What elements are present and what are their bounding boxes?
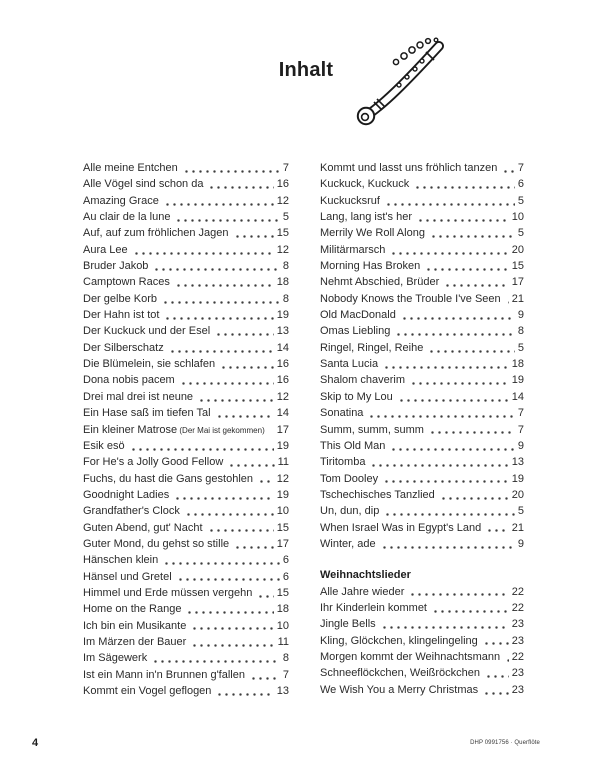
dot-leader bbox=[389, 438, 514, 454]
page-ref: 10 bbox=[276, 619, 289, 632]
toc-entry bbox=[83, 569, 289, 585]
toc-entry bbox=[83, 389, 289, 405]
song-title: Alle Jahre wieder bbox=[320, 585, 405, 598]
dot-leader bbox=[439, 487, 509, 503]
page-ref: 19 bbox=[511, 472, 524, 485]
dot-leader bbox=[233, 536, 274, 552]
page-ref: 23 bbox=[511, 634, 524, 647]
toc-entry bbox=[83, 405, 289, 421]
toc-entry bbox=[83, 176, 289, 192]
page-ref: 16 bbox=[276, 178, 289, 191]
song-title: Ringel, Ringel, Reihe bbox=[320, 341, 424, 354]
toc-entry bbox=[320, 454, 524, 470]
page-ref: 22 bbox=[511, 650, 524, 663]
dot-leader bbox=[505, 291, 509, 307]
toc-entry bbox=[320, 520, 524, 536]
toc-entry bbox=[83, 683, 289, 699]
page-ref: 6 bbox=[282, 570, 289, 583]
page-ref: 14 bbox=[276, 341, 289, 354]
page-ref: 20 bbox=[511, 243, 524, 256]
toc-entry bbox=[320, 340, 524, 356]
toc-entry bbox=[320, 372, 524, 388]
toc-entry bbox=[320, 600, 524, 616]
toc-entry bbox=[83, 438, 289, 454]
toc-entry bbox=[320, 291, 524, 307]
dot-leader bbox=[129, 438, 274, 454]
toc-entry bbox=[320, 438, 524, 454]
dot-leader bbox=[431, 600, 509, 616]
flute-icon bbox=[352, 36, 452, 130]
toc-entry bbox=[320, 682, 524, 698]
song-title: Hänschen klein bbox=[83, 554, 159, 567]
song-title: Au clair de la lune bbox=[83, 211, 171, 224]
page-ref: 6 bbox=[282, 554, 289, 567]
page-ref: 16 bbox=[276, 358, 289, 371]
dot-leader bbox=[132, 242, 274, 258]
song-title: Kling, Glöckchen, klingelingeling bbox=[320, 634, 478, 647]
dot-leader bbox=[427, 340, 515, 356]
dot-leader bbox=[207, 176, 273, 192]
page-ref: 17 bbox=[276, 537, 289, 550]
song-title: Un, dun, dip bbox=[320, 505, 380, 518]
page-ref: 13 bbox=[276, 325, 289, 338]
toc-left-column bbox=[83, 160, 289, 699]
page-ref: 22 bbox=[511, 601, 524, 614]
dot-leader bbox=[416, 209, 509, 225]
page-ref: 18 bbox=[276, 276, 289, 289]
toc-entry bbox=[83, 585, 289, 601]
dot-leader bbox=[504, 649, 509, 665]
toc-entry bbox=[83, 667, 289, 683]
page-ref: 8 bbox=[282, 292, 289, 305]
song-title: Guten Abend, gut' Nacht bbox=[83, 521, 203, 534]
page-ref: 21 bbox=[511, 292, 524, 305]
song-title: Nobody Knows the Trouble I've Seen bbox=[320, 292, 501, 305]
dot-leader bbox=[249, 667, 280, 683]
song-title: Ist ein Mann in'n Brunnen g'fallen bbox=[83, 668, 245, 681]
toc-entry bbox=[83, 193, 289, 209]
dot-leader bbox=[257, 471, 274, 487]
song-title: Ich bin ein Musikante bbox=[83, 619, 187, 632]
song-title: Summ, summ, summ bbox=[320, 423, 424, 436]
dot-leader bbox=[382, 356, 509, 372]
page-ref: 12 bbox=[276, 472, 289, 485]
song-title: Bruder Jakob bbox=[83, 260, 149, 273]
song-title: Merrily We Roll Along bbox=[320, 227, 425, 240]
toc-entry bbox=[320, 274, 524, 290]
toc-entry bbox=[320, 389, 524, 405]
page-ref: 5 bbox=[282, 211, 289, 224]
toc-entry bbox=[83, 536, 289, 552]
page-ref: 5 bbox=[517, 227, 524, 240]
page-ref: 8 bbox=[517, 325, 524, 338]
toc-entry bbox=[320, 193, 524, 209]
dot-leader bbox=[482, 682, 509, 698]
toc-entry bbox=[83, 520, 289, 536]
dot-leader bbox=[197, 389, 274, 405]
song-title: Kommt und lasst uns fröhlich tanzen bbox=[320, 162, 498, 174]
dot-leader bbox=[482, 633, 509, 649]
page-ref: 9 bbox=[517, 439, 524, 452]
toc-entry bbox=[83, 307, 289, 323]
dot-leader bbox=[367, 405, 514, 421]
page-ref: 5 bbox=[517, 194, 524, 207]
song-title: Tiritomba bbox=[320, 456, 366, 469]
page-ref: 14 bbox=[511, 390, 524, 403]
dot-leader bbox=[424, 258, 508, 274]
toc-entry bbox=[320, 422, 524, 438]
song-title: Kuckuck, Kuckuck bbox=[320, 178, 410, 191]
toc-entry bbox=[83, 454, 289, 470]
toc-entry bbox=[320, 160, 524, 176]
page-number: 4 bbox=[32, 737, 39, 749]
page-ref: 17 bbox=[276, 423, 289, 436]
page-ref: 17 bbox=[511, 276, 524, 289]
page-ref: 15 bbox=[511, 260, 524, 273]
dot-leader bbox=[151, 650, 280, 666]
section-header-weihnachtslieder: Weihnachtslieder bbox=[320, 569, 411, 582]
song-title: Old MacDonald bbox=[320, 309, 396, 322]
song-title: Santa Lucia bbox=[320, 358, 379, 371]
song-title: Kuckucksruf bbox=[320, 194, 380, 207]
toc-entry bbox=[83, 487, 289, 503]
page-ref: 19 bbox=[511, 374, 524, 387]
toc-entry bbox=[83, 650, 289, 666]
dot-leader bbox=[400, 307, 515, 323]
dot-leader bbox=[382, 471, 509, 487]
toc-entry bbox=[320, 209, 524, 225]
song-title: Hänsel und Gretel bbox=[83, 570, 172, 583]
toc-right-column bbox=[320, 160, 524, 698]
page-ref: 6 bbox=[517, 178, 524, 191]
song-title: We Wish You a Merry Christmas bbox=[320, 683, 479, 696]
toc-right-main-list bbox=[320, 160, 524, 552]
toc-entry bbox=[320, 616, 524, 632]
dot-leader bbox=[233, 225, 274, 241]
page-title: Inhalt bbox=[278, 59, 334, 81]
toc-entry bbox=[320, 258, 524, 274]
page-ref: 7 bbox=[517, 423, 524, 436]
song-title: Camptown Races bbox=[83, 276, 170, 289]
song-title: Morning Has Broken bbox=[320, 260, 421, 273]
dot-leader bbox=[214, 323, 274, 339]
toc-entry bbox=[83, 160, 289, 176]
page-ref: 14 bbox=[276, 407, 289, 420]
song-title: Shalom chaverim bbox=[320, 374, 405, 387]
song-title: Fuchs, du hast die Gans gestohlen bbox=[83, 472, 253, 485]
dot-leader bbox=[408, 584, 508, 600]
toc-entry bbox=[83, 258, 289, 274]
song-title: Home on the Range bbox=[83, 603, 182, 616]
dot-leader bbox=[215, 405, 274, 421]
song-title: Alle meine Entchen bbox=[83, 162, 178, 174]
toc-entry bbox=[320, 405, 524, 421]
song-title: Omas Liebling bbox=[320, 325, 391, 338]
song-title: Militärmarsch bbox=[320, 243, 386, 256]
toc-entry bbox=[320, 649, 524, 665]
toc-entry bbox=[83, 471, 289, 487]
song-title: Amazing Grace bbox=[83, 194, 159, 207]
page-ref: 7 bbox=[282, 162, 289, 174]
song-title: Skip to My Lou bbox=[320, 390, 393, 403]
dot-leader bbox=[163, 193, 274, 209]
page-ref: 13 bbox=[276, 685, 289, 697]
dot-leader bbox=[173, 487, 274, 503]
dot-leader bbox=[176, 569, 280, 585]
toc-entry bbox=[83, 323, 289, 339]
song-title: Goodnight Ladies bbox=[83, 488, 170, 501]
dot-leader bbox=[443, 274, 509, 290]
song-title: Himmel und Erde müssen vergehn bbox=[83, 586, 253, 599]
page-ref: 12 bbox=[276, 243, 289, 256]
toc-entry bbox=[320, 176, 524, 192]
dot-leader bbox=[174, 209, 279, 225]
dot-leader bbox=[179, 372, 274, 388]
toc-entry bbox=[83, 601, 289, 617]
song-title: Alle Vögel sind schon da bbox=[83, 178, 204, 191]
toc-entry bbox=[320, 471, 524, 487]
page-ref: 11 bbox=[277, 635, 289, 648]
page-ref: 9 bbox=[517, 537, 524, 550]
dot-leader bbox=[397, 389, 509, 405]
toc-entry bbox=[320, 307, 524, 323]
page-ref: 21 bbox=[511, 521, 524, 534]
song-title: Im Märzen der Bauer bbox=[83, 635, 187, 648]
dot-leader bbox=[161, 291, 280, 307]
page-ref: 20 bbox=[511, 488, 524, 501]
toc-entry bbox=[83, 634, 289, 650]
song-title: Auf, auf zum fröhlichen Jagen bbox=[83, 227, 229, 240]
page-ref: 8 bbox=[282, 652, 289, 665]
page-ref: 15 bbox=[276, 521, 289, 534]
dot-leader bbox=[163, 307, 273, 323]
song-title: Der Hahn ist tot bbox=[83, 309, 160, 322]
dot-leader bbox=[215, 683, 273, 699]
song-title: This Old Man bbox=[320, 439, 386, 452]
page-ref: 19 bbox=[276, 439, 289, 452]
toc-entry bbox=[320, 242, 524, 258]
dot-leader bbox=[413, 176, 515, 192]
page-ref: 5 bbox=[517, 505, 524, 518]
toc-entry bbox=[83, 372, 289, 388]
song-title: Tom Dooley bbox=[320, 472, 379, 485]
page-ref: 23 bbox=[511, 683, 524, 696]
song-title: Drei mal drei ist neune bbox=[83, 390, 194, 403]
toc-entry bbox=[83, 422, 289, 438]
song-title: Kommt ein Vogel geflogen bbox=[83, 685, 212, 697]
page-ref: 10 bbox=[511, 211, 524, 224]
dot-leader bbox=[380, 536, 515, 552]
toc-entry bbox=[83, 242, 289, 258]
dot-leader bbox=[152, 258, 279, 274]
dot-leader bbox=[219, 356, 274, 372]
dot-leader bbox=[185, 601, 273, 617]
toc-entry bbox=[320, 633, 524, 649]
dot-leader bbox=[227, 454, 274, 470]
toc-entry bbox=[83, 209, 289, 225]
song-title: Der gelbe Korb bbox=[83, 292, 157, 305]
toc-entry bbox=[320, 665, 524, 681]
dot-leader bbox=[174, 274, 274, 290]
toc-christmas-list bbox=[320, 584, 524, 698]
song-title: Winter, ade bbox=[320, 537, 376, 550]
dot-leader bbox=[182, 160, 280, 176]
dot-leader bbox=[484, 665, 509, 681]
page-ref: 15 bbox=[276, 586, 289, 599]
toc-entry bbox=[83, 291, 289, 307]
song-title: Die Blümelein, sie schlafen bbox=[83, 358, 216, 371]
toc-entry bbox=[83, 225, 289, 241]
song-title: Esik esö bbox=[83, 439, 125, 452]
song-title: Grandfather's Clock bbox=[83, 505, 180, 518]
page-ref: 18 bbox=[511, 358, 524, 371]
dot-leader bbox=[256, 585, 273, 601]
toc-entry bbox=[83, 356, 289, 372]
page-ref: 9 bbox=[517, 309, 524, 322]
page-ref: 7 bbox=[282, 668, 289, 681]
publisher-imprint: DHP 0991756 · Querflöte bbox=[470, 740, 540, 746]
dot-leader bbox=[394, 323, 515, 339]
dot-leader bbox=[380, 616, 509, 632]
song-title: Ihr Kinderlein kommet bbox=[320, 601, 427, 614]
toc-entry bbox=[320, 584, 524, 600]
toc-entry bbox=[320, 323, 524, 339]
song-title: Nehmt Abschied, Brüder bbox=[320, 276, 440, 289]
song-title: Schneeflöckchen, Weißröckchen bbox=[320, 667, 480, 680]
song-title: For He's a Jolly Good Fellow bbox=[83, 456, 224, 469]
dot-leader bbox=[428, 422, 515, 438]
dot-leader bbox=[168, 340, 274, 356]
toc-entry bbox=[83, 552, 289, 568]
song-title: Dona nobis pacem bbox=[83, 374, 175, 387]
page-ref: 18 bbox=[276, 603, 289, 616]
toc-entry bbox=[320, 536, 524, 552]
page-ref: 5 bbox=[517, 341, 524, 354]
dot-leader bbox=[184, 503, 274, 519]
song-title: When Israel Was in Egypt's Land bbox=[320, 521, 482, 534]
dot-leader bbox=[485, 520, 508, 536]
dot-leader bbox=[501, 160, 515, 176]
song-title: Der Silberschatz bbox=[83, 341, 164, 354]
song-title: Tschechisches Tanzlied bbox=[320, 488, 435, 501]
song-title: Ein Hase saß im tiefen Tal bbox=[83, 407, 211, 420]
toc-entry bbox=[320, 356, 524, 372]
song-title-note: (Der Mai ist gekommen) bbox=[177, 425, 265, 435]
page-ref: 23 bbox=[511, 618, 524, 631]
song-title: Im Sägewerk bbox=[83, 652, 148, 665]
page-ref: 19 bbox=[276, 309, 289, 322]
page-ref: 7 bbox=[517, 162, 524, 174]
page-ref: 15 bbox=[276, 227, 289, 240]
song-title: Jingle Bells bbox=[320, 618, 376, 631]
song-title: Lang, lang ist's her bbox=[320, 211, 412, 224]
dot-leader bbox=[383, 503, 515, 519]
dot-leader bbox=[429, 225, 515, 241]
dot-leader bbox=[409, 372, 509, 388]
page-ref: 7 bbox=[517, 407, 524, 420]
toc-entry bbox=[83, 503, 289, 519]
page-ref: 11 bbox=[277, 456, 289, 469]
page-ref: 13 bbox=[511, 456, 524, 469]
toc-entry bbox=[83, 618, 289, 634]
toc-entry bbox=[320, 503, 524, 519]
toc-entry bbox=[320, 225, 524, 241]
page-ref: 23 bbox=[511, 667, 524, 680]
song-title: Aura Lee bbox=[83, 243, 128, 256]
song-title: Der Kuckuck und der Esel bbox=[83, 325, 211, 338]
page-ref: 10 bbox=[276, 505, 289, 518]
page-ref: 8 bbox=[282, 260, 289, 273]
song-title: Guter Mond, du gehst so stille bbox=[83, 537, 230, 550]
page-ref: 19 bbox=[276, 488, 289, 501]
dot-leader bbox=[207, 520, 274, 536]
dot-leader bbox=[389, 242, 508, 258]
page-ref: 12 bbox=[276, 390, 289, 403]
toc-entry bbox=[83, 340, 289, 356]
toc-entry bbox=[83, 274, 289, 290]
dot-leader bbox=[190, 618, 273, 634]
dot-leader bbox=[190, 634, 274, 650]
song-title: Sonatina bbox=[320, 407, 364, 420]
dot-leader bbox=[369, 454, 508, 470]
song-title: Ein kleiner Matrose (Der Mai ist gekommen) bbox=[83, 423, 265, 436]
page-ref: 22 bbox=[511, 585, 524, 598]
dot-leader bbox=[269, 422, 274, 438]
dot-leader bbox=[162, 552, 280, 568]
page-ref: 16 bbox=[276, 374, 289, 387]
dot-leader bbox=[384, 193, 515, 209]
song-title: Morgen kommt der Weihnachtsmann bbox=[320, 650, 501, 663]
toc-entry bbox=[320, 487, 524, 503]
page-ref: 12 bbox=[276, 194, 289, 207]
